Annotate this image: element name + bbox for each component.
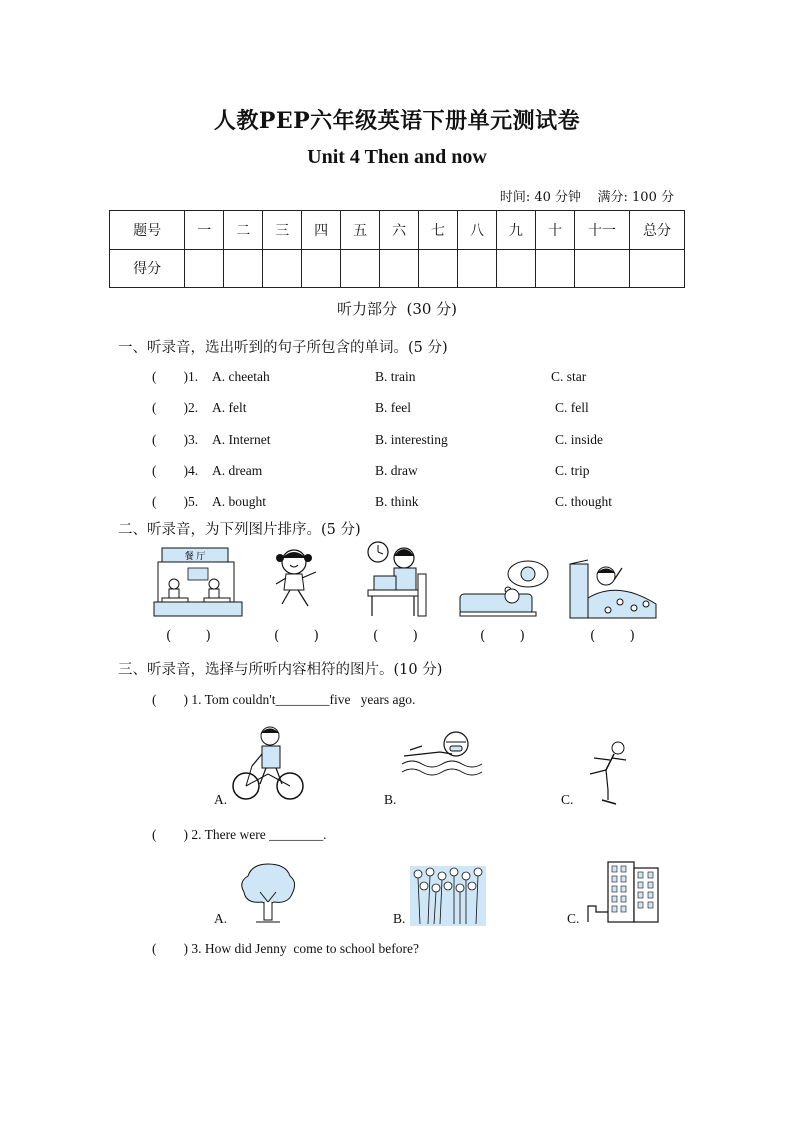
score-input-cell[interactable] xyxy=(341,249,380,288)
option-b: B. feel xyxy=(375,400,411,415)
order-blank[interactable]: ( ) xyxy=(590,628,635,644)
score-cell: 题号 xyxy=(110,211,185,250)
score-table-score-row xyxy=(110,249,685,288)
score-input-cell[interactable] xyxy=(575,249,630,288)
option-a: A. Internet xyxy=(212,432,271,447)
option-b: B. think xyxy=(375,494,419,509)
answer-blank[interactable]: ( )5. xyxy=(152,494,199,509)
order-blank[interactable]: ( ) xyxy=(373,628,418,644)
option-label-a[interactable]: A. xyxy=(214,911,228,926)
option-c: C. star xyxy=(551,369,587,384)
option-a: A. felt xyxy=(212,400,247,415)
answer-blank[interactable]: ( )3. xyxy=(152,432,199,447)
score-input-cell[interactable] xyxy=(630,249,685,288)
option-a: A. dream xyxy=(212,463,263,478)
answer-blank[interactable]: ( )2. xyxy=(152,400,199,415)
skating-picture xyxy=(578,740,632,806)
score-cell: 十一 xyxy=(575,211,630,250)
unit-subtitle: Unit 4 Then and now xyxy=(307,146,487,168)
score-input-cell[interactable] xyxy=(535,249,574,288)
option-b: B. train xyxy=(375,369,416,384)
order-blank[interactable]: ( ) xyxy=(166,628,211,644)
option-b: B. interesting xyxy=(375,432,448,447)
swimming-picture xyxy=(400,724,484,780)
option-a: A. cheetah xyxy=(212,369,270,384)
score-cell: 五 xyxy=(341,211,380,250)
option-b: B. draw xyxy=(375,463,418,478)
part2-heading: 二、听录音，为下列图片排序。(5 分) xyxy=(118,522,361,538)
score-table-header-row xyxy=(110,211,685,250)
flowers-picture xyxy=(410,866,486,926)
score-cell: 八 xyxy=(458,211,497,250)
option-label-b[interactable]: B. xyxy=(384,792,397,807)
option-label-c[interactable]: C. xyxy=(567,911,580,926)
option-label-c[interactable]: C. xyxy=(561,792,574,807)
answer-blank[interactable]: ( )1. xyxy=(152,369,199,384)
option-a: A. bought xyxy=(212,494,266,509)
score-cell: 七 xyxy=(419,211,458,250)
score-input-cell[interactable] xyxy=(302,249,341,288)
score-cell: 一 xyxy=(185,211,224,250)
option-c: C. thought xyxy=(555,494,613,509)
question-3[interactable]: ( ) 3. How did Jenny come to school before? xyxy=(152,941,419,956)
score-cell: 得分 xyxy=(110,249,185,288)
order-blank[interactable]: ( ) xyxy=(274,628,319,644)
option-c: C. inside xyxy=(555,432,604,447)
part3-heading: 三、听录音，选择与所听内容相符的图片。(10 分) xyxy=(118,662,443,678)
sleeping-dream-picture xyxy=(458,558,552,618)
riding-bike-picture xyxy=(230,724,306,802)
score-input-cell[interactable] xyxy=(496,249,535,288)
question-2[interactable]: ( ) 2. There were ________. xyxy=(152,827,327,842)
score-input-cell[interactable] xyxy=(380,249,419,288)
answer-blank[interactable]: ( )4. xyxy=(152,463,199,478)
score-input-cell[interactable] xyxy=(263,249,302,288)
score-cell: 九 xyxy=(496,211,535,250)
score-cell: 四 xyxy=(302,211,341,250)
score-cell: 十 xyxy=(535,211,574,250)
waking-up-picture xyxy=(568,558,658,620)
time-score-info: 时间: 40 分钟 满分: 100 分 xyxy=(499,190,674,205)
score-cell: 六 xyxy=(380,211,419,250)
score-input-cell[interactable] xyxy=(419,249,458,288)
option-label-b[interactable]: B. xyxy=(393,911,406,926)
option-c: C. trip xyxy=(555,463,590,478)
score-table xyxy=(109,210,685,288)
score-input-cell[interactable] xyxy=(185,249,224,288)
order-blank[interactable]: ( ) xyxy=(480,628,525,644)
running-girl-picture xyxy=(268,546,324,610)
part1-heading: 一、听录音，选出听到的句子所包含的单词。(5 分) xyxy=(118,340,448,356)
score-cell: 三 xyxy=(263,211,302,250)
tree-picture xyxy=(238,862,298,924)
canteen-sign: 餐 厅 xyxy=(184,552,206,562)
boy-at-desk-picture xyxy=(366,540,430,618)
score-cell: 总分 xyxy=(630,211,685,250)
question-1[interactable]: ( ) 1. Tom couldn't________five years ago. xyxy=(152,692,416,707)
score-input-cell[interactable] xyxy=(224,249,263,288)
buildings-picture xyxy=(586,860,660,924)
score-cell: 二 xyxy=(224,211,263,250)
listening-section-title: 听力部分 (30 分) xyxy=(336,300,458,318)
page-title: 人教PEP六年级英语下册单元测试卷 xyxy=(213,108,581,134)
canteen-picture xyxy=(152,546,244,618)
option-c: C. fell xyxy=(555,400,589,415)
score-input-cell[interactable] xyxy=(458,249,497,288)
option-label-a[interactable]: A. xyxy=(214,792,228,807)
